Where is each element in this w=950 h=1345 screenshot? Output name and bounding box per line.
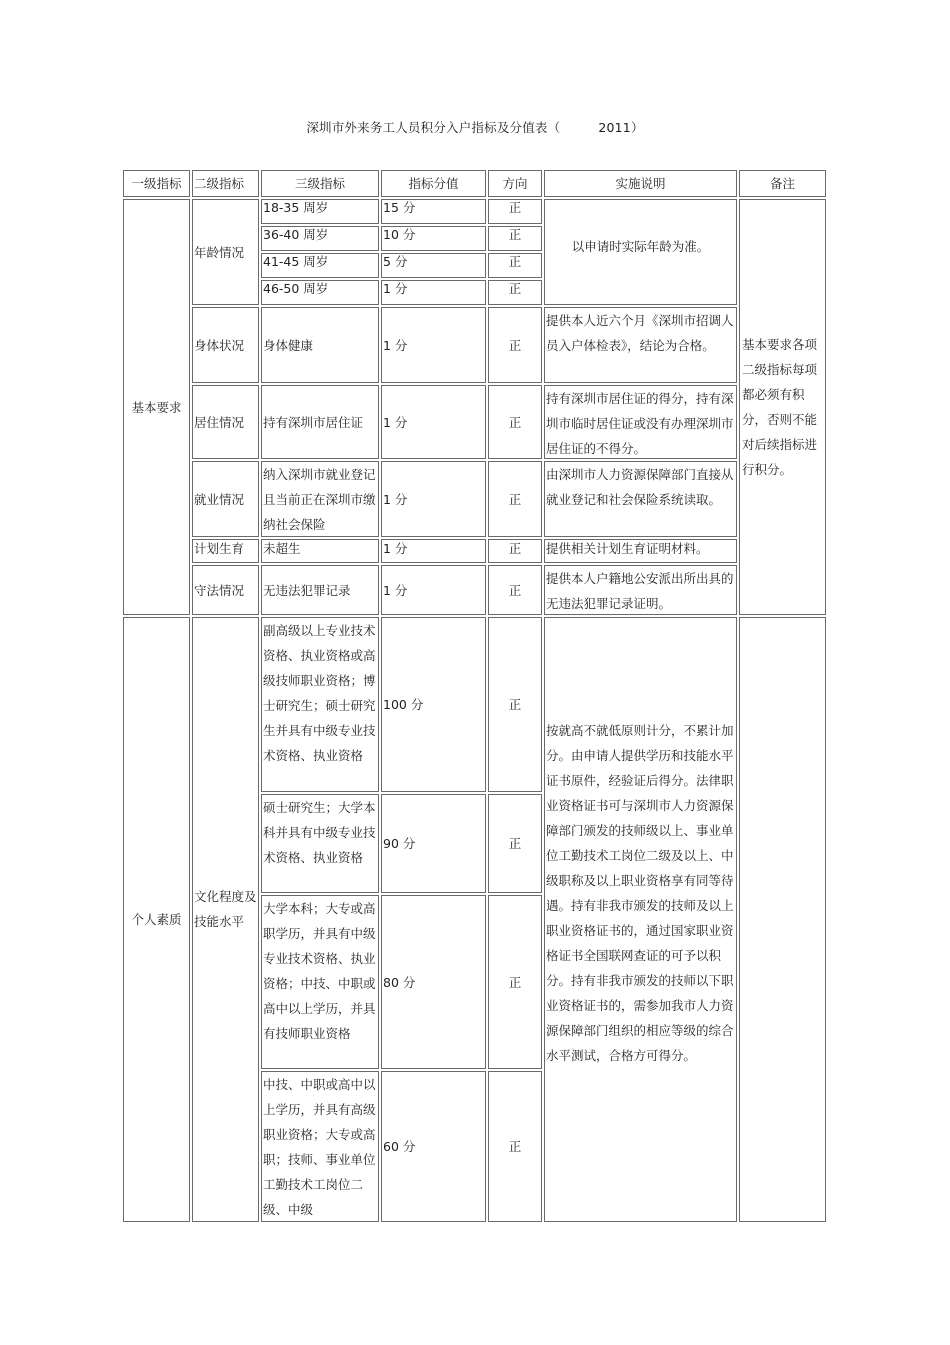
header-level2: 二级指标	[192, 170, 259, 197]
header-level3: 三级指标	[261, 170, 379, 197]
education-row-direction: 正	[488, 794, 542, 893]
section2-level1: 个人素质	[123, 617, 190, 1222]
section2-remark	[739, 617, 826, 1222]
employment-level3: 纳入深圳市就业登记且当前正在深圳市缴纳社会保险	[261, 461, 379, 537]
section2-note: 按就高不就低原则计分，不累计加分。由申请人提供学历和技能水平证书原件，经验证后得分。法律职业资格证书可与深圳市人力资源保障部门颁发的技师级以上、事业单位工勤技术工岗位二级及以上、中级职称及以上职业资格享有同等待遇。持有非我市颁发的技师及以上职业资格证书的，通过国家职业资格证书全国联网查证的可予以积分。持有非我市颁发的技师以下职业资格证书的，需参加我市人力资源保障部门组织的相应等级的综合水平测试，合格方可得分。	[544, 617, 737, 1222]
title-year: 2011）	[598, 120, 644, 135]
health-direction: 正	[488, 307, 542, 383]
employment-score: 1 分	[381, 461, 486, 537]
health-note: 提供本人近六个月《深圳市招调人员入户体检表》，结论为合格。	[544, 307, 737, 383]
age-row-direction: 正	[488, 199, 542, 224]
residence-level2: 居住情况	[192, 385, 259, 459]
age-row-range: 36-40 周岁	[261, 226, 379, 251]
age-row-direction: 正	[488, 226, 542, 251]
section2-level2: 文化程度及技能水平	[192, 617, 259, 1222]
family-direction: 正	[488, 539, 542, 563]
age-note: 以申请时实际年龄为准。	[544, 199, 737, 305]
header-remark: 备注	[739, 170, 826, 197]
employment-note: 由深圳市人力资源保障部门直接从就业登记和社会保险系统读取。	[544, 461, 737, 537]
law-note: 提供本人户籍地公安派出所出具的无违法犯罪记录证明。	[544, 565, 737, 615]
family-score: 1 分	[381, 539, 486, 563]
family-note: 提供相关计划生育证明材料。	[544, 539, 737, 563]
employment-direction: 正	[488, 461, 542, 537]
page-title	[0, 118, 950, 136]
header-score: 指标分值	[381, 170, 486, 197]
education-row-direction: 正	[488, 1071, 542, 1222]
education-row-level3: 大学本科；大专或高职学历，并具有中级专业技术资格、执业资格；中技、中职或高中以上学历，并具有技师职业资格	[261, 895, 379, 1069]
education-row-score: 90 分	[381, 794, 486, 893]
title-text: 深圳市外来务工人员积分入户指标及分值表（	[306, 120, 561, 135]
age-row-score: 5 分	[381, 253, 486, 278]
health-level3: 身体健康	[261, 307, 379, 383]
age-row-direction: 正	[488, 253, 542, 278]
age-row-range: 41-45 周岁	[261, 253, 379, 278]
residence-direction: 正	[488, 385, 542, 459]
education-row-direction: 正	[488, 617, 542, 792]
residence-level3: 持有深圳市居住证	[261, 385, 379, 459]
age-row-score: 1 分	[381, 280, 486, 305]
education-row-direction: 正	[488, 895, 542, 1069]
age-row-range: 18-35 周岁	[261, 199, 379, 224]
employment-level2: 就业情况	[192, 461, 259, 537]
header-direction: 方向	[488, 170, 542, 197]
law-direction: 正	[488, 565, 542, 615]
education-row-level3: 硕士研究生；大学本科并具有中级专业技术资格、执业资格	[261, 794, 379, 893]
education-row-score: 100 分	[381, 617, 486, 792]
family-level2: 计划生育	[192, 539, 259, 563]
law-score: 1 分	[381, 565, 486, 615]
age-row-score: 10 分	[381, 226, 486, 251]
health-score: 1 分	[381, 307, 486, 383]
health-level2: 身体状况	[192, 307, 259, 383]
header-note: 实施说明	[544, 170, 737, 197]
age-row-range: 46-50 周岁	[261, 280, 379, 305]
section1-remark: 基本要求各项二级指标每项都必须有积分，否则不能对后续指标进行积分。	[739, 199, 826, 615]
education-row-score: 60 分	[381, 1071, 486, 1222]
education-row-level3: 中技、中职或高中以上学历，并具有高级职业资格；大专或高职；技师、事业单位工勤技术工岗位二级、中级	[261, 1071, 379, 1222]
age-row-direction: 正	[488, 280, 542, 305]
education-row-score: 80 分	[381, 895, 486, 1069]
age-level2: 年龄情况	[192, 199, 259, 305]
header-level1: 一级指标	[123, 170, 190, 197]
law-level3: 无违法犯罪记录	[261, 565, 379, 615]
family-level3: 未超生	[261, 539, 379, 563]
residence-note: 持有深圳市居住证的得分，持有深圳市临时居住证或没有办理深圳市居住证的不得分。	[544, 385, 737, 459]
law-level2: 守法情况	[192, 565, 259, 615]
residence-score: 1 分	[381, 385, 486, 459]
education-row-level3: 副高级以上专业技术资格、执业资格或高级技师职业资格；博士研究生；硕士研究生并具有中级专业技术资格、执业资格	[261, 617, 379, 792]
section1-level1: 基本要求	[123, 199, 190, 615]
age-row-score: 15 分	[381, 199, 486, 224]
